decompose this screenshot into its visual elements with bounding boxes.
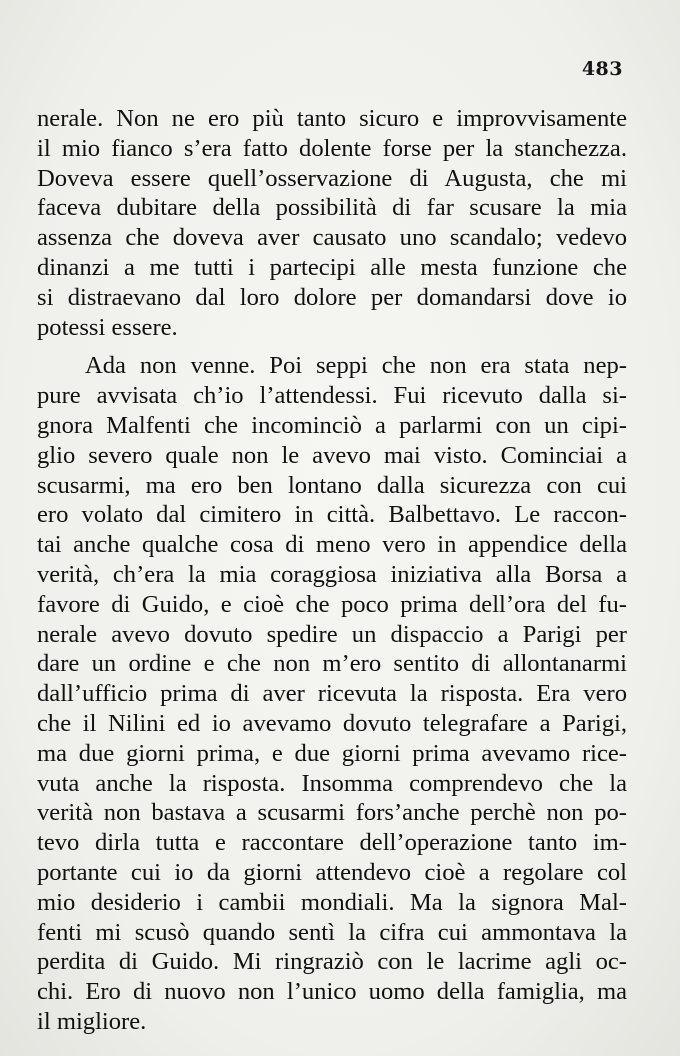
text-line: ero volato dal cimitero in città. Balbettavo. Le raccon- xyxy=(37,501,627,529)
text-line: verità, ch’era la mia coraggiosa iniziativa alla Borsa a xyxy=(37,560,627,588)
text-line: il migliore. xyxy=(37,1007,147,1035)
text-line: mio desiderio i cambii mondiali. Ma la signora Mal- xyxy=(37,888,627,916)
text-line: si distraevano dal loro dolore per domandarsi dove io xyxy=(37,283,627,311)
text-line: tai anche qualche cosa di meno vero in appendice della xyxy=(37,531,627,559)
text-line: chi. Ero di nuovo non l’unico uomo della famiglia, ma xyxy=(37,978,627,1006)
text-line: il mio fianco s’era fatto dolente forse per la stanchezza. xyxy=(37,134,627,162)
text-line: glio severo quale non le avevo mai visto. Cominciai a xyxy=(37,441,627,469)
body-text xyxy=(37,104,627,1037)
page-number: 483 xyxy=(581,58,623,80)
text-line: gnora Malfenti che incominciò a parlarmi con un cipi- xyxy=(37,411,627,439)
text-line: pure avvisata ch’io l’attendessi. Fui ricevuto dalla si- xyxy=(37,382,627,410)
text-line: dare un ordine e che non m’ero sentito di allontanarmi xyxy=(37,650,627,678)
text-line: vuta anche la risposta. Insomma comprendevo che la xyxy=(37,769,627,797)
text-line: assenza che doveva aver causato uno scandalo; vedevo xyxy=(37,224,627,252)
text-line: dinanzi a me tutti i partecipi alle mesta funzione che xyxy=(37,253,627,281)
text-line: verità non bastava a scusarmi fors’anche perchè non po- xyxy=(37,799,627,827)
text-line: Ada non venne. Poi seppi che non era stata nep- xyxy=(85,352,627,380)
text-line: favore di Guido, e cioè che poco prima dell’ora del fu- xyxy=(37,590,627,618)
text-line: faceva dubitare della possibilità di far scusare la mia xyxy=(37,194,627,222)
text-line: potessi essere. xyxy=(37,313,178,341)
text-line: portante cui io da giorni attendevo cioè a regolare col xyxy=(37,858,627,886)
text-line: nerale. Non ne ero più tanto sicuro e improvvisamente xyxy=(37,105,627,132)
text-line: che il Nilini ed io avevamo dovuto telegrafare a Parigi, xyxy=(37,709,627,737)
text-line: dall’ufficio prima di aver ricevuta la risposta. Era vero xyxy=(37,680,627,708)
text-line: scusarmi, ma ero ben lontano dalla sicurezza con cui xyxy=(37,471,627,499)
text-line: perdita di Guido. Mi ringraziò con le lacrime agli oc- xyxy=(37,948,627,976)
paragraph-gap xyxy=(37,342,627,351)
text-line: Doveva essere quell’osservazione di Augusta, che mi xyxy=(37,164,627,192)
text-line: ma due giorni prima, e due giorni prima avevamo rice- xyxy=(37,739,627,767)
text-line: nerale avevo dovuto spedire un dispaccio a Parigi per xyxy=(37,620,627,648)
text-line: fenti mi scusò quando sentì la cifra cui ammontava la xyxy=(37,918,627,946)
text-line: tevo dirla tutta e raccontare dell’operazione tanto im- xyxy=(37,829,627,857)
